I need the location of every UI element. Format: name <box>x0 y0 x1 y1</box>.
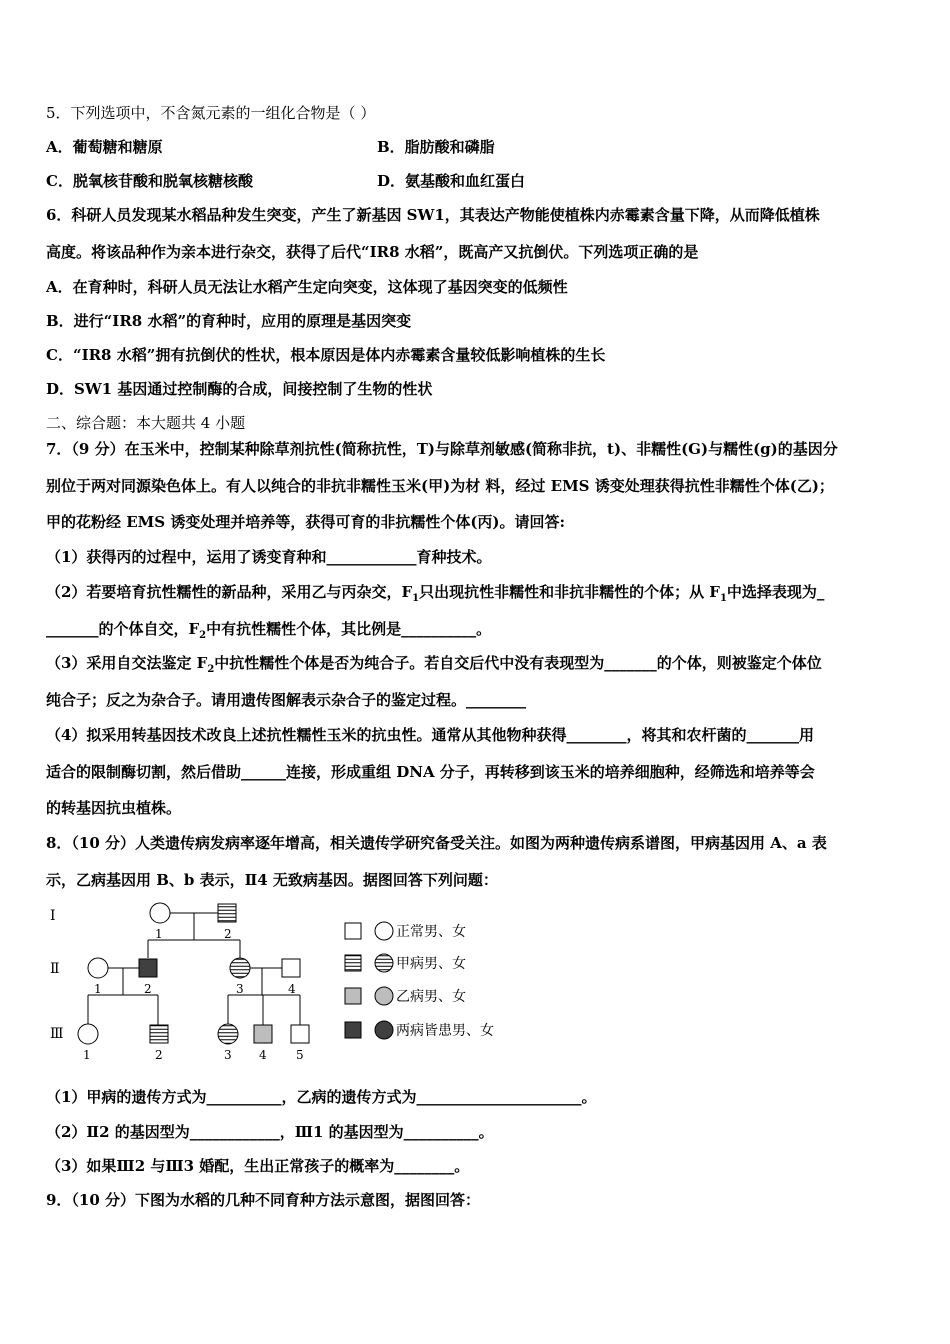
q5-option-b: B．脂肪酸和磷脂 <box>377 138 495 156</box>
iii5-normal-male <box>291 1025 309 1043</box>
q7-part2-line2: _______的个体自交，$F_2$中有抗性糯性个体，其比例是__________。 <box>46 620 492 641</box>
legend-a-female-icon <box>375 954 393 972</box>
legend-both-male-icon <box>345 1022 361 1038</box>
q6-option-a: A．在育种时，科研人员无法让水稻产生定向突变，这体现了基因突变的低频性 <box>46 278 568 296</box>
iii4-number: 4 <box>259 1048 267 1062</box>
q7-part4-line1: （4）拟采用转基因技术改良上述抗性糯性玉米的抗虫性。通常从其他物种获得________，将其和农杆菌的_______用 <box>46 726 814 744</box>
q5-stem: 5．下列选项中，不含氮元素的一组化合物是（ ） <box>46 104 376 122</box>
legend-b-male-icon <box>345 988 361 1004</box>
legend-a-label: 甲病男、女 <box>396 956 466 972</box>
q6-option-c: C．“IR8 水稻”拥有抗倒伏的性状，根本原因是体内赤霉素含量较低影响植株的生长 <box>46 346 606 364</box>
legend-a-male-icon <box>345 955 361 971</box>
gen-label-ii: Ⅱ <box>50 961 60 977</box>
q6-stem-line2: 高度。将该品种作为亲本进行杂交，获得了后代“IR8 水稻”，既高产又抗倒伏。下列选项正确的是 <box>46 243 699 261</box>
ii1-number: 1 <box>94 982 102 996</box>
legend-b-female-icon <box>375 987 393 1005</box>
q8-stem-line1: 8．（10 分）人类遗传病发病率逐年增高，相关遗传学研究备受关注。如图为两种遗传病系谱图，甲病基因用 A、a 表 <box>46 834 827 852</box>
ii4-number: 4 <box>288 982 296 996</box>
i1-normal-female <box>150 903 170 923</box>
q6-option-b: B．进行“IR8 水稻”的育种时，应用的原理是基因突变 <box>46 312 412 330</box>
ii4-normal-male <box>282 959 300 977</box>
iii2-number: 2 <box>155 1048 163 1062</box>
q9-stem: 9．（10 分）下图为水稻的几种不同育种方法示意图，据图回答： <box>46 1191 481 1209</box>
i2-a-male <box>218 904 236 922</box>
section-heading: 二、综合题：本大题共 4 小题 <box>46 414 246 432</box>
gen-label-i: Ⅰ <box>50 908 56 924</box>
iii1-number: 1 <box>83 1048 91 1062</box>
legend-both-female-icon <box>375 1021 393 1039</box>
q5-option-c: C．脱氧核苷酸和脱氧核糖核酸 <box>46 172 253 190</box>
q7-part4-line3: 的转基因抗虫植株。 <box>46 799 182 817</box>
iii4-b-male <box>254 1025 272 1043</box>
ii2-both-male <box>139 959 157 977</box>
i1-number: 1 <box>155 927 163 941</box>
legend-normal-female-icon <box>375 922 393 940</box>
iii3-a-female <box>218 1024 238 1044</box>
legend-b-label: 乙病男、女 <box>396 989 466 1005</box>
q7-stem-line1: 7．（9 分）在玉米中，控制某种除草剂抗性(简称抗性，T)与除草剂敏感(简称非抗，t)、非糯性(G)与糯性(g)的基因分 <box>46 440 838 458</box>
legend-normal-male-icon <box>345 923 361 939</box>
q7-part1: （1）获得丙的过程中，运用了诱变育种和____________育种技术。 <box>46 548 492 566</box>
q7-part3-line2: 纯合子；反之为杂合子。请用遗传图解表示杂合子的鉴定过程。________ <box>46 691 527 709</box>
legend-both-label: 两病皆患男、女 <box>396 1023 494 1039</box>
q8-stem-line2: 示，乙病基因用 B、b 表示，Ⅱ4 无致病基因。据图回答下列问题： <box>46 871 498 889</box>
q7-part4-line2: 适合的限制酶切割，然后借助______连接，形成重组 DNA 分子，再转移到该玉米的培养细胞种，经筛选和培养等会 <box>46 763 815 781</box>
i2-number: 2 <box>224 927 232 941</box>
iii5-number: 5 <box>296 1048 304 1062</box>
iii1-normal-female <box>78 1024 98 1044</box>
q6-stem-line1: 6．科研人员发现某水稻品种发生突变，产生了新基因 SW1，其表达产物能使植株内赤霉素含量下降，从而降低植株 <box>46 206 820 224</box>
q7-part3-line1: （3）采用自交法鉴定 $F_2$中抗性糯性个体是否为纯合子。若自交后代中没有表现型为_______的个体，则被鉴定个体位 <box>46 654 822 675</box>
ii2-number: 2 <box>144 982 152 996</box>
q8-part2: （2）Ⅱ2 的基因型为____________，Ⅲ1 的基因型为__________。 <box>46 1123 494 1141</box>
ii3-number: 3 <box>236 982 244 996</box>
q7-stem-line3: 甲的花粉经 EMS 诱变处理并培养等，获得可育的非抗糯性个体(丙)。请回答: <box>46 513 566 531</box>
ii3-a-female <box>230 958 250 978</box>
legend-normal-label: 正常男、女 <box>396 924 466 940</box>
gen-label-iii: Ⅲ <box>50 1026 64 1042</box>
pedigree-diagram <box>40 898 540 1073</box>
q5-option-d: D．氨基酸和血红蛋白 <box>377 172 526 190</box>
q8-part3: （3）如果Ⅲ2 与Ⅲ3 婚配，生出正常孩子的概率为________。 <box>46 1157 470 1175</box>
q5-option-a: A．葡萄糖和糖原 <box>46 138 163 156</box>
iii3-number: 3 <box>224 1048 232 1062</box>
q6-option-d: D．SW1 基因通过控制酶的合成，间接控制了生物的性状 <box>46 380 433 398</box>
q8-part1: （1）甲病的遗传方式为__________，乙病的遗传方式为______________________。 <box>46 1088 597 1106</box>
q7-stem-line2: 别位于两对同源染色体上。有人以纯合的非抗非糯性玉米(甲)为材 料，经过 EMS 诱变处理获得抗性非糯性个体(乙)； <box>46 477 834 495</box>
q7-part2-line1: （2）若要培育抗性糯性的新品种，采用乙与丙杂交，$F_1$只出现抗性非糯性和非抗非糯性的个体；从 $F_1$中选择表现为_ <box>46 583 825 604</box>
iii2-a-male <box>150 1025 168 1043</box>
ii1-normal-female <box>88 958 108 978</box>
